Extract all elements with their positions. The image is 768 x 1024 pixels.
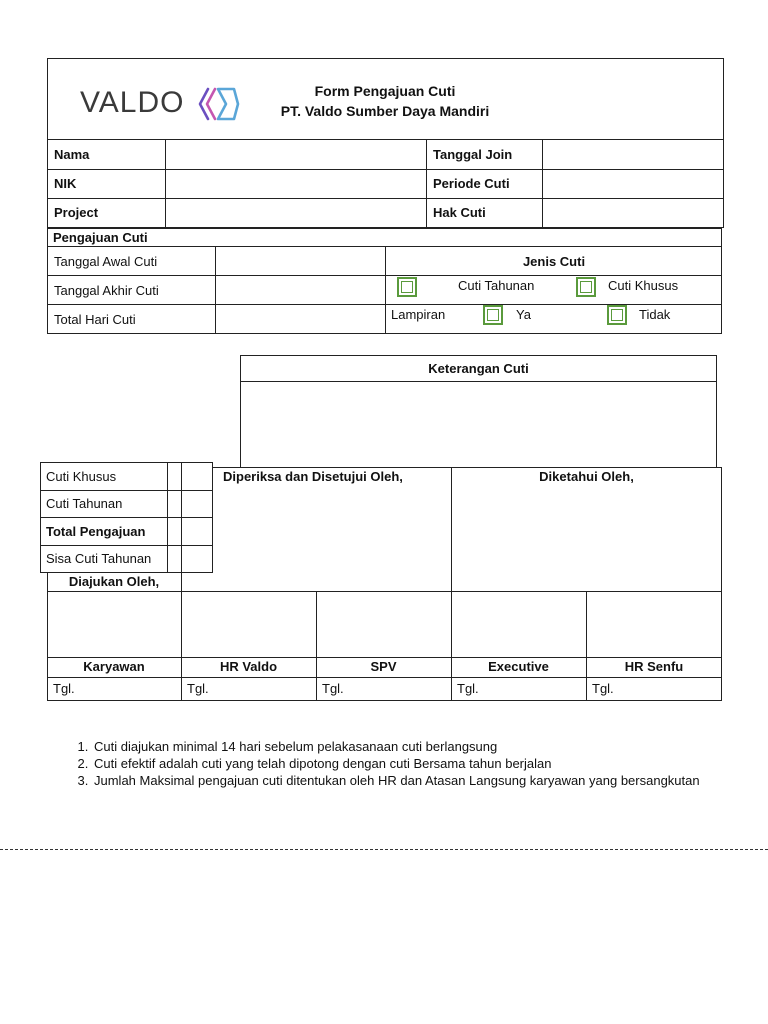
note-item: 3. Jumlah Maksimal pengajuan cuti ditentukan oleh HR dan Atasan Langsung karyawan yang bersangkutan	[92, 772, 702, 789]
label-cuti-tahunan: Cuti Tahunan	[458, 278, 535, 293]
valdo-logo-icon	[196, 86, 242, 122]
label-hak-cuti: Hak Cuti	[433, 205, 486, 220]
note-item: 2. Cuti efektif adalah cuti yang telah dipotong dengan cuti Bersama tahun berjalan	[92, 755, 702, 772]
summary-cuti-tahunan: Cuti Tahunan	[46, 496, 123, 511]
label-tidak: Tidak	[639, 307, 671, 322]
diketahui-label: Diketahui Oleh,	[539, 469, 634, 484]
date-hr-valdo[interactable]: Tgl.	[187, 681, 209, 696]
note-item: 1. Cuti diajukan minimal 14 hari sebelum pelakasanaan cuti berlangsung	[92, 738, 702, 755]
label-total-hari: Total Hari Cuti	[54, 312, 136, 327]
cut-line	[0, 849, 768, 850]
role-hr-valdo: HR Valdo	[219, 659, 278, 674]
input-tanggal-awal[interactable]	[216, 247, 385, 275]
label-project: Project	[54, 205, 99, 220]
summary-sisa-cuti: Sisa Cuti Tahunan	[46, 551, 152, 566]
signature-executive[interactable]	[452, 592, 586, 657]
signature-hr-valdo[interactable]	[182, 592, 316, 657]
summary-cuti-tahunan-value[interactable]	[182, 491, 212, 517]
date-executive[interactable]: Tgl.	[457, 681, 479, 696]
label-tanggal-akhir: Tanggal Akhir Cuti	[54, 283, 159, 298]
input-periode-cuti[interactable]	[543, 170, 723, 198]
date-spv[interactable]: Tgl.	[322, 681, 344, 696]
input-tanggal-join[interactable]	[543, 140, 723, 169]
input-total-hari[interactable]	[216, 305, 385, 333]
form-title: Form Pengajuan Cuti	[314, 83, 456, 99]
date-karyawan[interactable]: Tgl.	[53, 681, 75, 696]
date-hr-senfu[interactable]: Tgl.	[592, 681, 614, 696]
lampiran-ya-checkbox[interactable]	[483, 305, 503, 325]
summary-total-pengajuan: Total Pengajuan	[46, 524, 146, 539]
diajukan-label: Diajukan Oleh,	[68, 574, 160, 589]
input-tanggal-akhir[interactable]	[216, 276, 385, 304]
role-hr-senfu: HR Senfu	[624, 659, 684, 674]
input-nik[interactable]	[166, 170, 426, 198]
input-project[interactable]	[166, 199, 426, 227]
lampiran-tidak-checkbox[interactable]	[607, 305, 627, 325]
label-cuti-khusus: Cuti Khusus	[608, 278, 679, 293]
label-nik: NIK	[54, 176, 77, 191]
summary-cuti-khusus-value[interactable]	[182, 463, 212, 490]
keterangan-title: Keterangan Cuti	[428, 361, 529, 376]
cuti-khusus-checkbox[interactable]	[576, 277, 596, 297]
diperiksa-label: Diperiksa dan Disetujui Oleh,	[223, 469, 403, 484]
company-name: PT. Valdo Sumber Daya Mandiri	[280, 103, 490, 119]
label-ya: Ya	[516, 307, 531, 322]
valdo-logo-text: VALDO	[80, 86, 185, 119]
notes-list	[70, 738, 702, 789]
summary-sisa-value[interactable]	[182, 546, 212, 572]
keterangan-input[interactable]	[241, 382, 716, 467]
signature-spv[interactable]	[317, 592, 451, 657]
label-nama: Nama	[54, 147, 90, 162]
cuti-tahunan-checkbox[interactable]	[397, 277, 417, 297]
label-tanggal-awal: Tanggal Awal Cuti	[54, 254, 158, 269]
role-karyawan: Karyawan	[83, 659, 145, 674]
label-periode-cuti: Periode Cuti	[433, 176, 510, 191]
input-nama[interactable]	[166, 140, 426, 169]
label-lampiran: Lampiran	[391, 307, 446, 322]
signature-karyawan[interactable]	[48, 592, 181, 657]
role-executive: Executive	[488, 659, 549, 674]
signature-hr-senfu[interactable]	[587, 592, 721, 657]
pengajuan-section-title: Pengajuan Cuti	[53, 230, 148, 245]
summary-cuti-khusus: Cuti Khusus	[46, 469, 117, 484]
input-hak-cuti[interactable]	[543, 199, 723, 227]
jenis-cuti-header: Jenis Cuti	[522, 254, 586, 269]
label-tanggal-join: Tanggal Join	[433, 147, 513, 162]
role-spv: SPV	[370, 659, 397, 674]
summary-total-value[interactable]	[182, 518, 212, 545]
